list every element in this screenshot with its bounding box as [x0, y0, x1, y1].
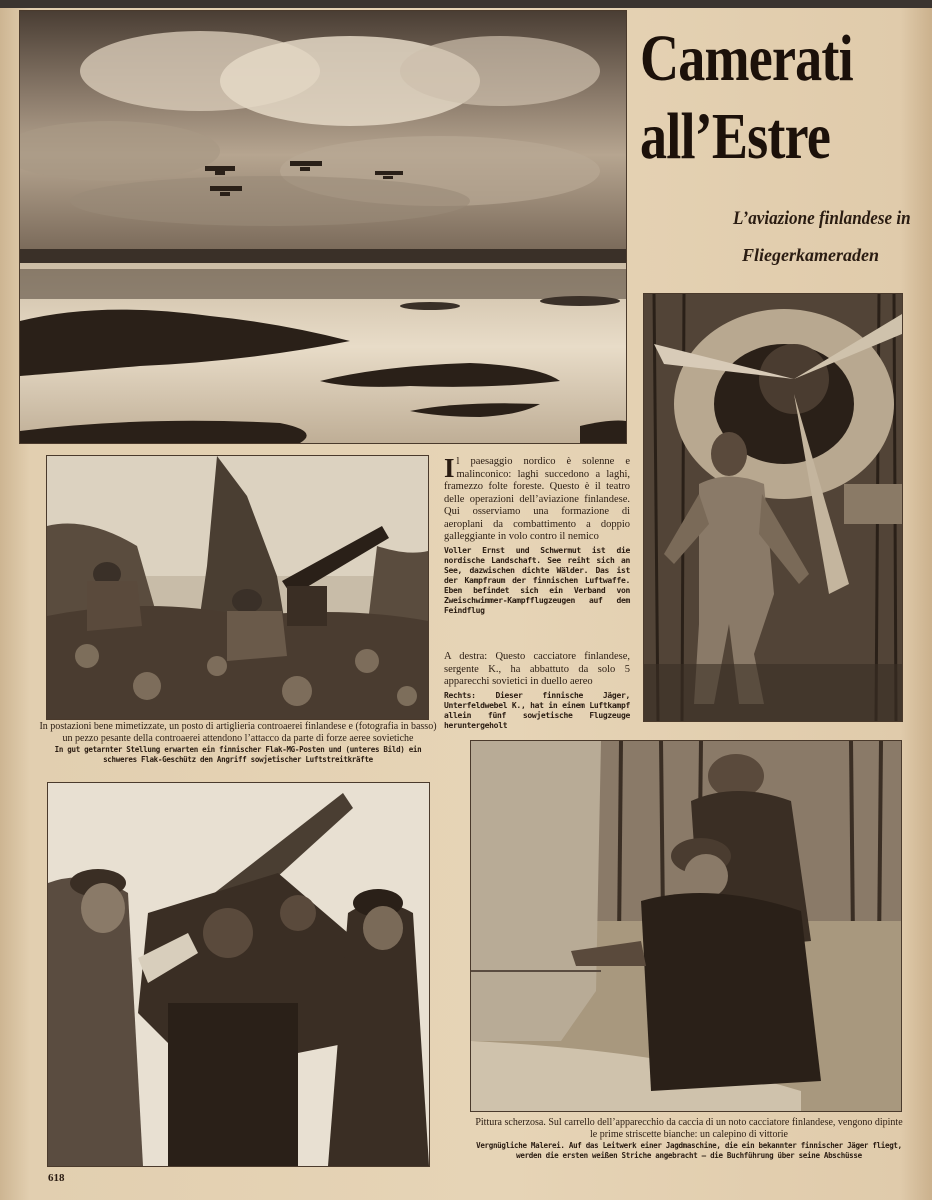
- scan-edge: [0, 0, 932, 8]
- flak-caption-german: In gut getarnter Stellung erwarten ein finnischer Flak-MG-Posten und (unteres Bild) ein schweres Flak-Geschütz den Angriff sowjetischer Luftstreitkräfte: [54, 745, 422, 764]
- photo-finnish-pilot: [643, 293, 903, 722]
- paint-caption-german: Vergnügliche Malerei. Auf das Leitwerk einer Jagdmaschine, die ein bekannter finnischer Jäger fliegt, werden die ersten weißen Striche angebracht — die Buchführung über seine Abschüsse: [476, 1141, 902, 1160]
- title-line-2: all’Estre: [640, 100, 831, 173]
- pilot-caption: [444, 651, 630, 731]
- flak-caption-italian: In postazioni bene mimetizzate, un posto di artiglieria controaerei finlandese e (fotografia in basso) un pezzo pesante della controaerei attendono l’attacco da parte di forze aeree sovietiche: [39, 721, 437, 744]
- dropcap: I: [444, 453, 455, 483]
- photo-lake-landscape: [19, 10, 627, 444]
- pilot-caption-german: Rechts: Dieser finnische Jäger, Unterfeldwebel K., hat in einem Luftkampf allein fünf sowjetische Flugzeuge heruntergeholt: [444, 690, 630, 730]
- subtitle-german: Fliegerkameraden: [742, 245, 879, 265]
- intro-italian: [444, 453, 630, 544]
- intro-text: [444, 453, 630, 616]
- photo-heavy-flak-gun: [47, 782, 430, 1167]
- photo-flak-mg-post: [46, 455, 429, 720]
- title-line-1: Camerati: [640, 22, 853, 95]
- article-title: [640, 20, 874, 176]
- pilot-caption-italian: A destra: Questo cacciatore finlandese, sergente K., ha abbattuto da solo 5 apparecchi sovietici in duello aereo: [444, 651, 630, 687]
- flak-caption: [38, 721, 438, 764]
- page-number: 618: [48, 1172, 65, 1184]
- subtitle-italian: L’aviazione finlandese in: [733, 208, 911, 229]
- paint-caption: [473, 1117, 905, 1160]
- photo-victory-marks: [470, 740, 902, 1112]
- paint-caption-italian: Pittura scherzosa. Sul carrello dell’apparecchio da caccia di un noto cacciatore finlandese, vengono dipinte le prime striscette bianche: un calepino di vittorie: [475, 1117, 903, 1140]
- intro-italian-body: l paesaggio nordico è solenne e malinconico: laghi succedono a laghi, framezzo folte foreste. Questo è il teatro delle operazioni dell’aviazione finlandese. Qui osserviamo una formazione di aeroplani da combattimento a doppio galleggiante in volo contro il nemico: [444, 456, 630, 542]
- intro-german: Voller Ernst und Schwermut ist die nordische Landschaft. See reiht sich an See, dazwischen dichte Wälder. Das ist der Kampfraum der finnischen Luftwaffe. Eben befindet sich ein Verband von Zweischwimmer-Kampfflugzeugen auf dem Feindflug: [444, 545, 630, 615]
